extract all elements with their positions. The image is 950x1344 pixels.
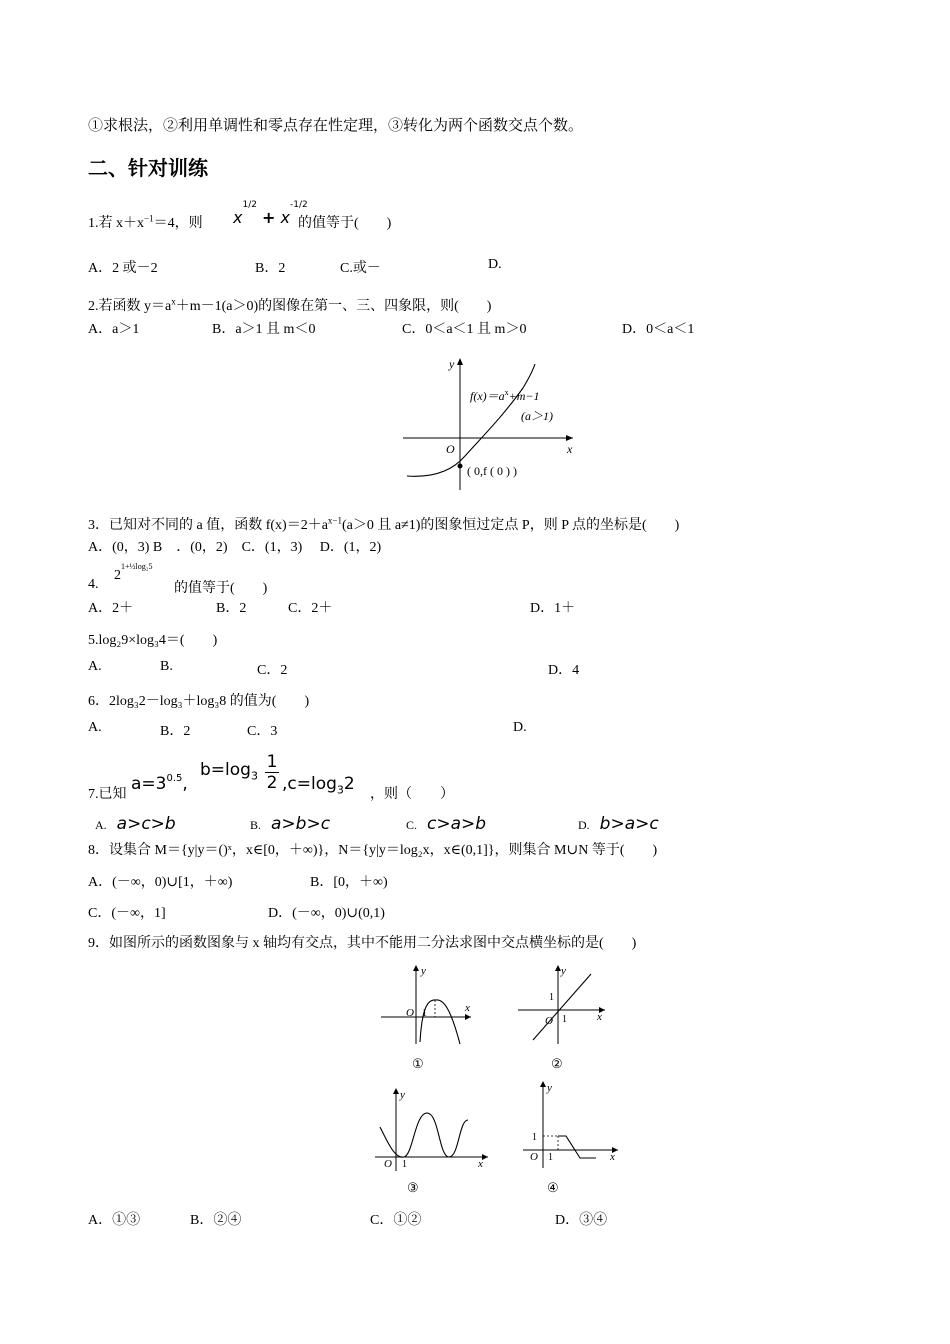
g3-curve bbox=[380, 1113, 468, 1157]
q7-c: c=log bbox=[287, 774, 337, 794]
q7-c-def bbox=[282, 774, 355, 796]
q1-term1-exp: 1/2 bbox=[242, 200, 257, 210]
g1-caption: ① bbox=[412, 1056, 424, 1071]
q7-c-sub: 3 bbox=[336, 783, 344, 797]
q9-graph-1 bbox=[376, 962, 476, 1074]
q1-option-a: A．2 或－2 bbox=[88, 261, 158, 276]
q9-option-c: C．①② bbox=[370, 1213, 422, 1228]
q6-stem: 6．2log₃2－log₃＋log₃8 的值为( ) bbox=[88, 694, 310, 709]
q4-option-c: C．2＋ bbox=[288, 601, 333, 616]
q7-a-exp: 0.5 bbox=[166, 773, 183, 784]
q4-option-b: B．2 bbox=[216, 601, 247, 616]
g1-y-label: y bbox=[421, 965, 426, 977]
g3-x-label: x bbox=[478, 1158, 483, 1170]
q6-option-b: B．2 bbox=[160, 724, 191, 739]
q7-option-c bbox=[406, 814, 486, 834]
q4-exp: 1+½log₂5 bbox=[121, 562, 153, 571]
g4-line bbox=[558, 1136, 596, 1158]
q1-expression bbox=[233, 198, 308, 227]
q7-option-d-expr: b>a>c bbox=[599, 814, 659, 834]
q2-func-label-exp: x bbox=[504, 388, 509, 397]
q4-suffix: 的值等于( ) bbox=[174, 581, 268, 596]
q1-option-d: D. bbox=[488, 257, 502, 272]
q7-option-a bbox=[95, 814, 176, 834]
q9-option-a: A．①③ bbox=[88, 1213, 141, 1228]
q1-term2-exp: -1/2 bbox=[290, 200, 308, 210]
q2-x-arrow bbox=[566, 435, 573, 441]
g2-y-label: y bbox=[561, 965, 566, 977]
q5-option-d: D．4 bbox=[548, 663, 580, 678]
q6-option-d: D. bbox=[513, 720, 527, 735]
q2-stem bbox=[88, 295, 491, 315]
g4-caption: ④ bbox=[547, 1180, 559, 1195]
q2-origin: O bbox=[446, 442, 455, 456]
q3-options: A．(0，3) B ．(0，2) C．(1，3) D．(1，2) bbox=[88, 540, 382, 555]
q2-stem-a: 2.若函数 y＝a bbox=[88, 299, 172, 314]
q7-option-a-expr: a>c>b bbox=[116, 814, 176, 834]
q7-comma-2: , bbox=[282, 774, 288, 794]
g1-x-label: x bbox=[465, 1002, 470, 1014]
g1-one: 1 bbox=[422, 1008, 427, 1019]
q2-func-label bbox=[470, 388, 540, 403]
q7-frac-den: 2 bbox=[266, 773, 278, 793]
q7-option-d bbox=[578, 814, 659, 834]
q7-c-val: 2 bbox=[343, 774, 355, 794]
q6-option-c: C．3 bbox=[247, 724, 278, 739]
q7-option-a-letter: A. bbox=[95, 818, 107, 832]
q8-option-d: D．(－∞，0)∪(0,1) bbox=[268, 906, 385, 921]
section-title: 二、针对训练 bbox=[88, 156, 208, 180]
g3-origin: O bbox=[384, 1158, 392, 1170]
g3-x-arrow bbox=[482, 1154, 488, 1160]
g3-y-label: y bbox=[400, 1089, 405, 1101]
q2-y-arrow bbox=[457, 358, 463, 365]
q2-curve bbox=[407, 364, 535, 476]
g3-one: 1 bbox=[402, 1159, 407, 1170]
q4-num: 4. bbox=[88, 577, 99, 592]
q8-option-b: B．[0，＋∞) bbox=[310, 875, 388, 890]
g4-one: 1 bbox=[548, 1152, 553, 1163]
g1-origin: O bbox=[406, 1007, 414, 1019]
q7-prefix: 7.已知 bbox=[88, 787, 127, 802]
q8-option-a: A．(－∞，0)∪[1，＋∞) bbox=[88, 875, 233, 890]
q2-func-label-b: +m−1 bbox=[508, 389, 540, 403]
q7-b-sub: 3 bbox=[250, 769, 258, 783]
q7-b-def bbox=[200, 760, 258, 782]
q2-point-label: ( 0,f ( 0 ) ) bbox=[467, 464, 517, 478]
q1-prefix: 1.若 x＋x bbox=[88, 216, 144, 231]
q1-term1: x bbox=[233, 208, 243, 227]
q3-stem-a: 3．已知对不同的 a 值，函数 f(x)＝2＋a bbox=[88, 518, 328, 533]
q9-graph-3 bbox=[370, 1085, 495, 1197]
g1-x-arrow bbox=[465, 1014, 471, 1020]
q9-graph-4 bbox=[518, 1078, 623, 1198]
q7-a: a=3 bbox=[131, 774, 167, 794]
q2-func-label-a: f(x)＝a bbox=[470, 389, 505, 403]
g2-line bbox=[533, 974, 591, 1040]
q2-option-b: B．a＞1 且 m＜0 bbox=[212, 322, 316, 337]
q1-option-c: C.或－ bbox=[340, 261, 381, 276]
q1-exp: −1 bbox=[144, 213, 154, 224]
q9-graph-2 bbox=[513, 962, 613, 1074]
q2-stem-exp: x bbox=[171, 296, 176, 307]
q7-option-b bbox=[250, 814, 330, 834]
g4-one-y: 1 bbox=[532, 1132, 537, 1143]
q2-cond: (a＞1) bbox=[521, 409, 553, 423]
g2-one: 1 bbox=[562, 1014, 567, 1025]
g2-x-label: x bbox=[597, 1011, 602, 1023]
q9-option-d: D．③④ bbox=[555, 1213, 608, 1228]
q5-option-a: A. bbox=[88, 659, 102, 674]
g4-y-label: y bbox=[547, 1082, 552, 1094]
g1-curve bbox=[420, 1000, 460, 1044]
q5-option-c: C．2 bbox=[257, 663, 288, 678]
q2-option-a: A．a＞1 bbox=[88, 322, 140, 337]
g4-y-arrow bbox=[540, 1081, 546, 1087]
q4-option-d: D．1＋ bbox=[530, 601, 576, 616]
q2-stem-b: ＋m－1(a＞0)的图像在第一、三、四象限，则( ) bbox=[175, 299, 492, 314]
q5-stem: 5.log₂9×log₃4＝( ) bbox=[88, 633, 218, 648]
q8-option-c: C．(－∞，1] bbox=[88, 906, 166, 921]
intro-text: ①求根法，②利用单调性和零点存在性定理，③转化为两个函数交点个数。 bbox=[88, 118, 584, 134]
q3-stem bbox=[88, 514, 679, 534]
q1-stem bbox=[88, 212, 203, 232]
q7-comma-1: , bbox=[182, 774, 188, 794]
q7-b: b=log bbox=[200, 760, 251, 780]
q3-stem-b: (a＞0 且 a≠1)的图象恒过定点 P，则 P 点的坐标是( ) bbox=[342, 518, 680, 533]
q1-option-b: B．2 bbox=[255, 261, 286, 276]
q9-stem: 9．如图所示的函数图象与 x 轴均有交点，其中不能用二分法求图中交点横坐标的是( ) bbox=[88, 936, 637, 951]
q1-mid: ＝4，则 bbox=[153, 216, 203, 231]
q7-option-b-expr: a>b>c bbox=[271, 814, 331, 834]
q2-figure bbox=[395, 352, 585, 494]
q2-option-d: D．0＜a＜1 bbox=[622, 322, 695, 337]
q2-x-label: x bbox=[567, 442, 573, 456]
q7-a-def bbox=[131, 774, 188, 794]
q7-option-d-letter: D. bbox=[578, 818, 590, 832]
g4-origin: O bbox=[530, 1151, 538, 1163]
q1-term2: x bbox=[280, 208, 291, 227]
q1-plus: + bbox=[262, 208, 276, 227]
q7-frac-num: 1 bbox=[266, 752, 278, 772]
g1-y-arrow bbox=[413, 965, 419, 971]
q7-suffix: ，则（ ） bbox=[370, 787, 454, 802]
q3-stem-exp: x−1 bbox=[327, 515, 342, 526]
g2-caption: ② bbox=[551, 1056, 563, 1071]
q2-point bbox=[458, 464, 463, 469]
q5-option-b: B. bbox=[160, 659, 173, 674]
q4-option-a: A．2＋ bbox=[88, 601, 134, 616]
g3-caption: ③ bbox=[407, 1180, 419, 1195]
q2-y-label: y bbox=[449, 357, 455, 371]
q6-option-a: A. bbox=[88, 720, 102, 735]
g2-origin: O bbox=[545, 1015, 553, 1027]
g2-one-y: 1 bbox=[549, 992, 554, 1003]
q9-option-b: B．②④ bbox=[190, 1213, 242, 1228]
q4-base: 2 bbox=[114, 568, 121, 583]
g3-y-arrow bbox=[393, 1088, 399, 1094]
q7-option-b-letter: B. bbox=[250, 818, 262, 832]
q7-fraction bbox=[265, 752, 279, 793]
g4-x-label: x bbox=[610, 1151, 615, 1163]
q8-stem: 8．设集合 M＝{y|y＝()ˣ，x∈[0，＋∞)}，N＝{y|y＝log₂x，x∈(0,1]}，则集合 M∪N 等于( ) bbox=[88, 843, 658, 858]
q7-option-c-letter: C. bbox=[406, 818, 418, 832]
q7-option-c-expr: c>a>b bbox=[427, 814, 487, 834]
q1-suffix: 的值等于( ) bbox=[298, 216, 392, 231]
q2-option-c: C．0＜a＜1 且 m＞0 bbox=[402, 322, 527, 337]
